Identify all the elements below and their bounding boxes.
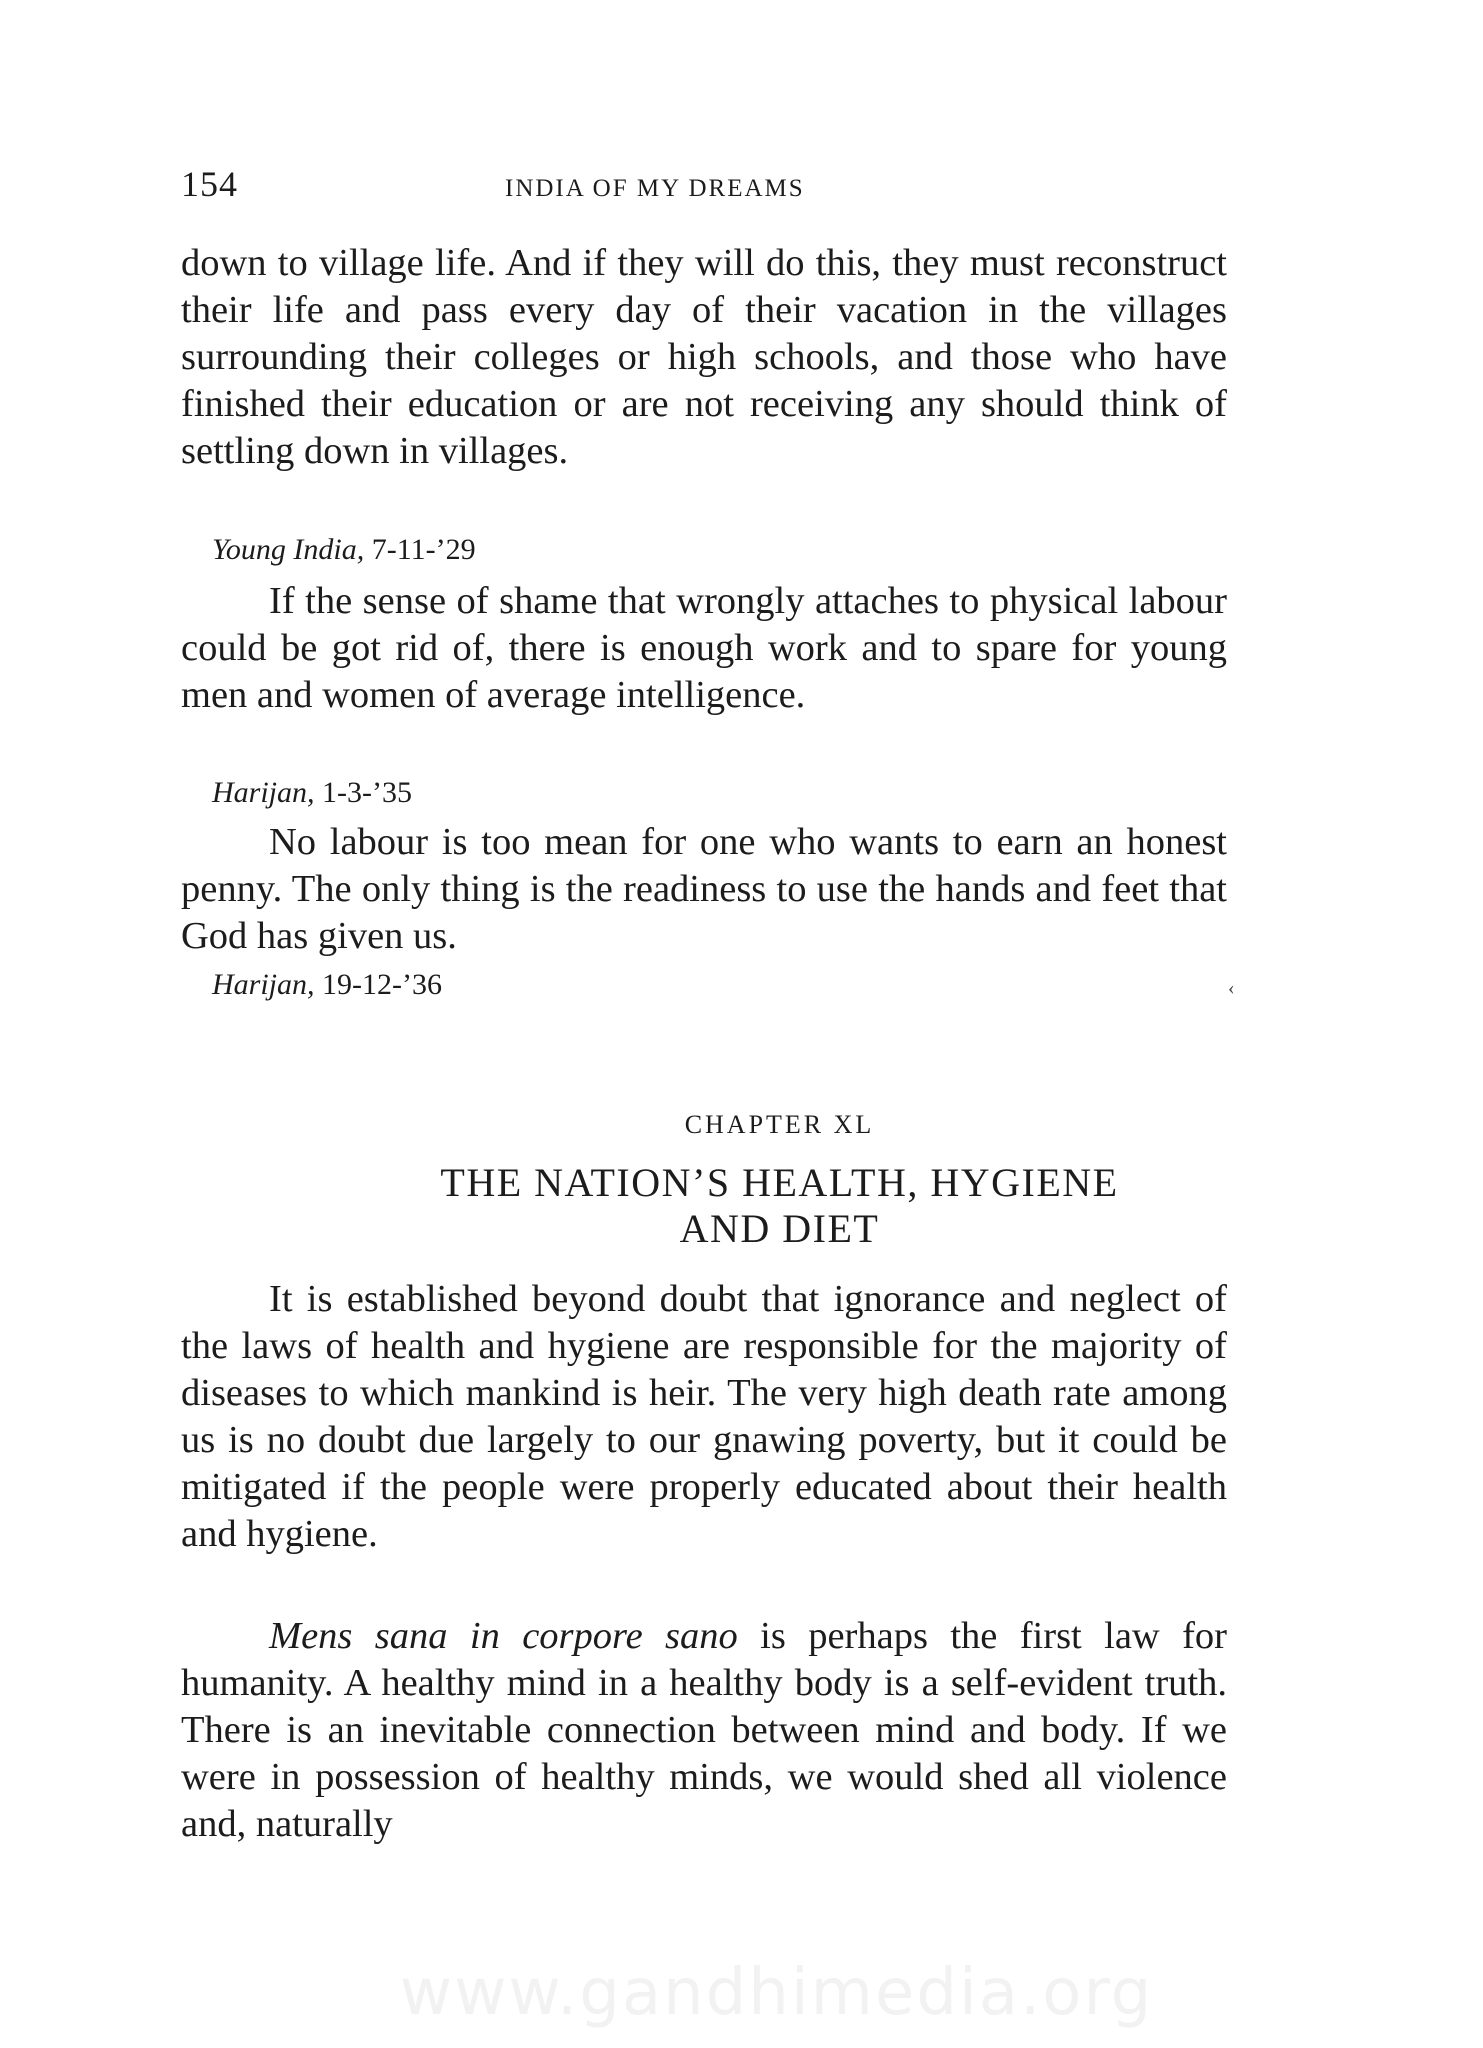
page-number: 154 [181, 164, 238, 204]
chapter-title-line-2: AND DIET [679, 1206, 880, 1251]
running-head: INDIA OF MY DREAMS [505, 175, 805, 202]
paragraph-physical-labour: If the sense of shame that wrongly attaches to physical labour could be got rid of, there is enough work and to spare for young men and women of average intelligence. [181, 580, 1227, 716]
watermark: www.gandhimedia.org [399, 1956, 1154, 2030]
citation-source: Harijan, [212, 968, 315, 1001]
paragraph-village-life: down to village life. And if they will do this, they must reconstruct their life and pass every day of their vacation in the villages surrounding their colleges or high schools, and those who have finished their education or are not receiving any should think of settling down in villages. [181, 242, 1227, 472]
chapter-title-line-1: THE NATION’S HEALTH, HYGIENE [440, 1160, 1119, 1205]
citation-date: 19-12-’36 [322, 968, 442, 1001]
paragraph-mens-sana [181, 1613, 1227, 1848]
latin-phrase: Mens sana in corpore sano [269, 1615, 738, 1657]
citation-young-india [212, 532, 476, 568]
paragraph-mens-sana-text: is perhaps the first law for humanity. A healthy mind in a healthy body is a self-evident truth. There is an inevitable connection between mind and body. If we were in possession of healthy minds, we would shed all violence and, naturally [181, 1615, 1227, 1845]
citation-date: 1-3-’35 [322, 776, 412, 809]
chapter-title [0, 1160, 1483, 1252]
paragraph-no-labour-too-mean: No labour is too mean for one who wants to earn an honest penny. The only thing is the readiness to use the hands and feet that God has given us. [181, 821, 1227, 957]
citation-source: Harijan, [212, 776, 315, 809]
citation-harijan-1936 [212, 967, 442, 1003]
citation-harijan-1935 [212, 775, 412, 811]
paragraph-health-hygiene: It is established beyond doubt that ignorance and neglect of the laws of health and hygiene are responsible for the majority of diseases to which mankind is heir. The very high death rate among us is no doubt due largely to our gnawing poverty, but it could be mitigated if the people were properly educated about their health and hygiene. [181, 1278, 1227, 1555]
print-speck: ‹ [1228, 977, 1235, 999]
citation-date: 7-11-’29 [371, 533, 476, 566]
citation-source: Young India, [212, 533, 365, 566]
chapter-label: CHAPTER XL [684, 1110, 875, 1139]
